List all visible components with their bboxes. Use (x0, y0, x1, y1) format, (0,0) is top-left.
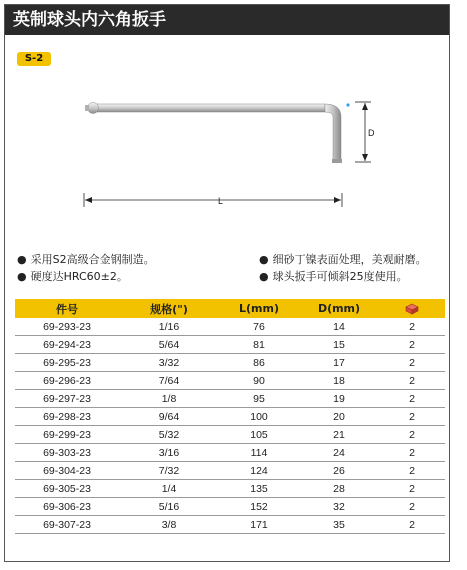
feature-item: ● 硬度达HRC60±2。 (17, 270, 128, 283)
cell-part-no: 69-293-23 (15, 318, 119, 336)
cell-part-no: 69-306-23 (15, 498, 119, 516)
cell-length: 152 (219, 498, 299, 516)
bullet-icon: ● (17, 253, 27, 266)
header-diameter: D(mm) (299, 299, 379, 318)
cell-length: 114 (219, 444, 299, 462)
cell-part-no: 69-307-23 (15, 516, 119, 534)
feature-item: ● 细砂丁镍表面处理，美观耐磨。 (259, 253, 427, 266)
bullet-icon: ● (17, 270, 27, 283)
cell-length: 100 (219, 408, 299, 426)
feature-list-right (259, 251, 427, 285)
cell-diameter: 35 (299, 516, 379, 534)
cell-diameter: 19 (299, 390, 379, 408)
cell-diameter: 20 (299, 408, 379, 426)
cell-size: 5/32 (119, 426, 219, 444)
table-row (15, 426, 445, 444)
cell-size: 5/64 (119, 336, 219, 354)
table-row (15, 372, 445, 390)
bullet-icon: ● (259, 270, 269, 283)
wrench-diagram (5, 89, 451, 219)
cell-size: 1/8 (119, 390, 219, 408)
length-dimension (84, 193, 342, 207)
cell-part-no: 69-299-23 (15, 426, 119, 444)
cell-length: 135 (219, 480, 299, 498)
header-size: 规格(") (119, 299, 219, 318)
cell-qty: 2 (379, 480, 445, 498)
cell-diameter: 28 (299, 480, 379, 498)
table-row (15, 516, 445, 534)
cell-length: 81 (219, 336, 299, 354)
cell-diameter: 18 (299, 372, 379, 390)
cell-qty: 2 (379, 426, 445, 444)
table-row (15, 390, 445, 408)
spec-table (15, 299, 445, 534)
cell-length: 86 (219, 354, 299, 372)
cell-size: 5/16 (119, 498, 219, 516)
cell-part-no: 69-304-23 (15, 462, 119, 480)
box-icon (405, 303, 419, 315)
cell-length: 76 (219, 318, 299, 336)
header-qty (379, 299, 445, 318)
cell-part-no: 69-297-23 (15, 390, 119, 408)
cell-size: 1/16 (119, 318, 219, 336)
feature-list-left (17, 251, 155, 285)
cell-diameter: 17 (299, 354, 379, 372)
cell-qty: 2 (379, 462, 445, 480)
cell-length: 124 (219, 462, 299, 480)
cell-length: 171 (219, 516, 299, 534)
cell-part-no: 69-296-23 (15, 372, 119, 390)
cell-part-no: 69-294-23 (15, 336, 119, 354)
product-sheet (4, 4, 450, 562)
cell-length: 95 (219, 390, 299, 408)
cell-diameter: 26 (299, 462, 379, 480)
cell-qty: 2 (379, 498, 445, 516)
cell-part-no: 69-295-23 (15, 354, 119, 372)
cell-qty: 2 (379, 318, 445, 336)
table-row (15, 318, 445, 336)
feature-item: ● 采用S2高级合金钢制造。 (17, 253, 155, 266)
cell-qty: 2 (379, 444, 445, 462)
cell-diameter: 32 (299, 498, 379, 516)
table-row (15, 498, 445, 516)
cell-part-no: 69-305-23 (15, 480, 119, 498)
cell-part-no: 69-303-23 (15, 444, 119, 462)
table-row (15, 462, 445, 480)
cell-qty: 2 (379, 516, 445, 534)
table-row (15, 408, 445, 426)
cell-size: 1/4 (119, 480, 219, 498)
cell-diameter: 15 (299, 336, 379, 354)
dim-d-label: D (368, 128, 375, 138)
table-row (15, 354, 445, 372)
feature-item: ● 球头扳手可倾斜25度使用。 (259, 270, 408, 283)
dim-l-label: L (218, 196, 224, 206)
bullet-icon: ● (259, 253, 269, 266)
header-length: L(mm) (219, 299, 299, 318)
table-header-row (15, 299, 445, 318)
table-row (15, 480, 445, 498)
height-dimension (355, 102, 375, 162)
cell-size: 7/64 (119, 372, 219, 390)
cell-size: 3/8 (119, 516, 219, 534)
spec-table-body (15, 318, 445, 534)
cell-length: 90 (219, 372, 299, 390)
cell-size: 9/64 (119, 408, 219, 426)
table-row (15, 336, 445, 354)
cell-qty: 2 (379, 336, 445, 354)
cell-size: 3/16 (119, 444, 219, 462)
cell-qty: 2 (379, 408, 445, 426)
cell-diameter: 14 (299, 318, 379, 336)
header-part-no: 件号 (15, 299, 119, 318)
cell-qty: 2 (379, 390, 445, 408)
cell-size: 7/32 (119, 462, 219, 480)
series-badge: S-2 (17, 52, 51, 66)
table-row (15, 444, 445, 462)
cell-qty: 2 (379, 372, 445, 390)
page-title: 英制球头内六角扳手 (5, 5, 449, 35)
cell-diameter: 21 (299, 426, 379, 444)
cell-qty: 2 (379, 354, 445, 372)
cell-diameter: 24 (299, 444, 379, 462)
cell-size: 3/32 (119, 354, 219, 372)
cell-length: 105 (219, 426, 299, 444)
hex-key-illustration (85, 103, 350, 164)
cell-part-no: 69-298-23 (15, 408, 119, 426)
